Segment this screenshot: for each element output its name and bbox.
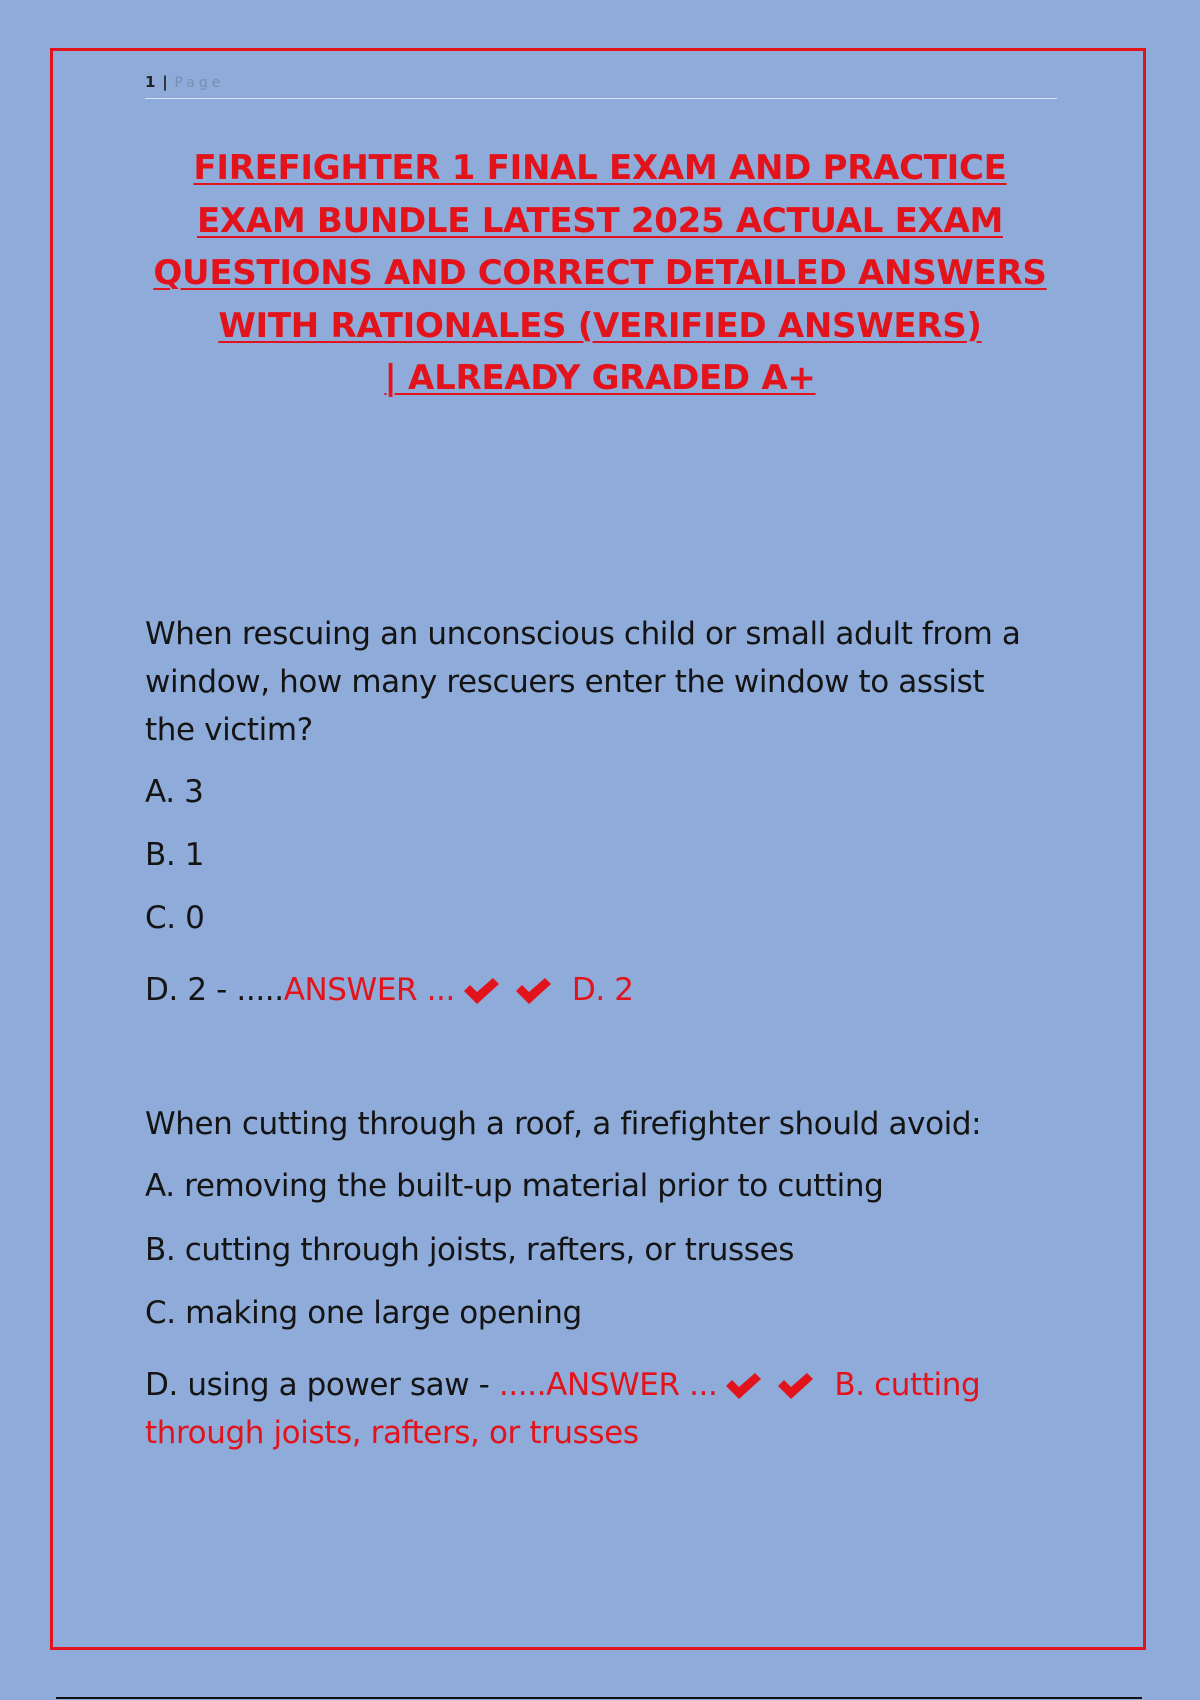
page-header [145, 70, 1057, 99]
footer-rule [56, 1697, 1142, 1699]
checkmark-icon [461, 976, 501, 1006]
title-line: EXAM BUNDLE LATEST 2025 ACTUAL EXAM [196, 200, 1003, 241]
page-number: 1 [145, 73, 156, 91]
option-c: C. 0 [145, 900, 205, 936]
stem-line: When cutting through a roof, a firefighter should avoid: [145, 1106, 982, 1142]
title-line: WITH RATIONALES (VERIFIED ANSWERS) [218, 305, 982, 346]
stem-line: window, how many rescuers enter the window to assist [145, 664, 985, 700]
checkmark-icon [513, 976, 553, 1006]
option-a: A. 3 [145, 774, 204, 810]
stem-line: the victim? [145, 712, 313, 748]
document-title [130, 142, 1070, 405]
answer-text: D. 2 [571, 972, 634, 1008]
option-c: C. making one large opening [145, 1295, 582, 1331]
option-d: D. using a power saw - [145, 1367, 499, 1403]
option-d: D. 2 - [145, 972, 237, 1008]
page-word: Page [174, 75, 225, 91]
option-d-with-answer [145, 1365, 980, 1405]
question-1 [145, 610, 1070, 1008]
answer-text: B. cutting [834, 1367, 981, 1403]
answer-label: ANSWER ... [283, 972, 455, 1008]
option-d-with-answer [145, 970, 634, 1010]
title-line: QUESTIONS AND CORRECT DETAILED ANSWERS [153, 253, 1047, 293]
checkmark-icon [775, 1371, 815, 1401]
option-b: B. cutting through joists, rafters, or trusses [145, 1232, 794, 1268]
question-2 [145, 1100, 1070, 1451]
answer-prefix: ..... [498, 1367, 547, 1403]
title-line: | ALREADY GRADED A+ [384, 358, 816, 398]
stem-line: When rescuing an unconscious child or small adult from a [145, 616, 1021, 652]
option-b: B. 1 [145, 837, 205, 873]
answer-text-continued: through joists, rafters, or trusses [145, 1415, 639, 1451]
checkmark-icon [723, 1371, 763, 1401]
title-line: FIREFIGHTER 1 FINAL EXAM AND PRACTICE [193, 148, 1007, 188]
question-stem [145, 1100, 1070, 1148]
option-a: A. removing the built-up material prior to cutting [145, 1168, 884, 1204]
answer-prefix: ..... [236, 972, 284, 1008]
answer-label: ANSWER ... [546, 1367, 718, 1403]
question-stem [145, 610, 1070, 754]
page-separator: | [162, 73, 168, 91]
